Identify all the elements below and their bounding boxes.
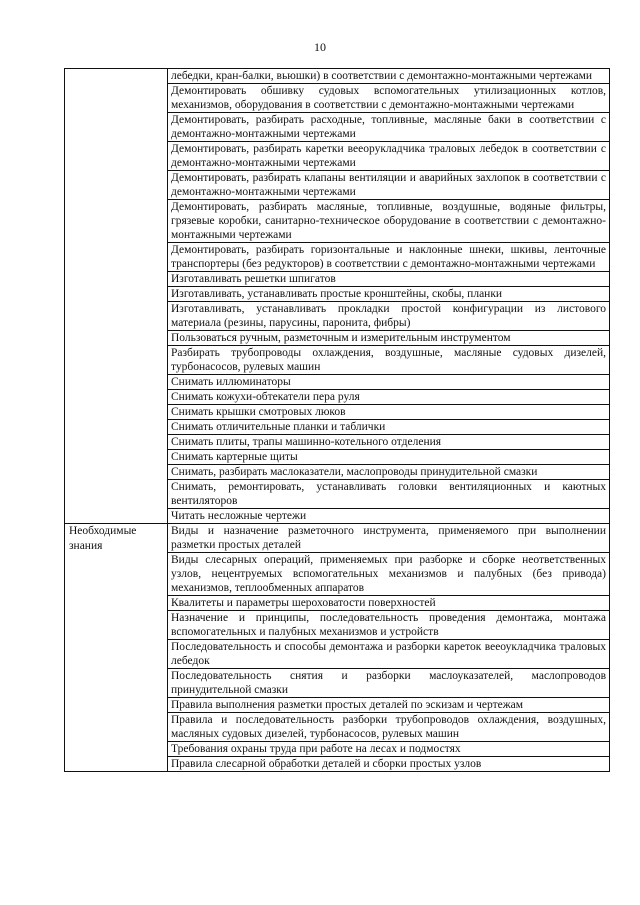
knowledge-item: Последовательность и способы демонтажа и разборки кареток вееоукладчика траловых лебедок xyxy=(168,640,610,669)
page-number: 10 xyxy=(314,40,326,54)
skill-item: Снимать отличительные планки и таблички xyxy=(168,420,610,435)
skill-item: Снимать иллюминаторы xyxy=(168,375,610,390)
skill-item: Демонтировать, разбирать клапаны вентиляции и аварийных захлопок в соответствии с демонтажно-монтажными чертежами xyxy=(168,171,610,200)
skill-item: Демонтировать, разбирать расходные, топливные, масляные баки в соответствии с демонтажно-монтажными чертежами xyxy=(168,113,610,142)
skill-item: Снимать кожухи-обтекатели пера руля xyxy=(168,390,610,405)
table-row xyxy=(65,69,610,84)
skill-item: Снимать плиты, трапы машинно-котельного отделения xyxy=(168,435,610,450)
table-row xyxy=(65,524,610,553)
skill-item: Разбирать трубопроводы охлаждения, воздушные, масляные судовых дизелей, турбонасосов, рулевых машин xyxy=(168,346,610,375)
skill-item: Демонтировать, разбирать каретки вееорукладчика траловых лебедок в соответствии с демонтажно-монтажными чертежами xyxy=(168,142,610,171)
skill-item: Снимать картерные щиты xyxy=(168,450,610,465)
knowledge-label-cell xyxy=(65,524,168,772)
skill-item: Изготавливать, устанавливать простые кронштейны, скобы, планки xyxy=(168,287,610,302)
competency-table xyxy=(64,68,610,772)
skill-item: Читать несложные чертежи xyxy=(168,509,610,524)
skill-item: Снимать, ремонтировать, устанавливать головки вентиляционных и каютных вентиляторов xyxy=(168,480,610,509)
skill-item: Демонтировать обшивку судовых вспомогательных утилизационных котлов, механизмов, оборудования в соответствии с демонтажно-монтажными чертежами xyxy=(168,84,610,113)
skill-item: лебедки, кран-балки, вьюшки) в соответствии с демонтажно-монтажными чертежами xyxy=(168,69,610,84)
knowledge-item: Правила слесарной обработки деталей и сборки простых узлов xyxy=(168,757,610,772)
skill-item: Снимать крышки смотровых люков xyxy=(168,405,610,420)
skill-item: Пользоваться ручным, разметочным и измерительным инструментом xyxy=(168,331,610,346)
skill-item: Снимать, разбирать маслоказатели, маслопроводы принудительной смазки xyxy=(168,465,610,480)
skill-item: Изготавливать, устанавливать прокладки простой конфигурации из листового материала (резины, парусины, паронита, фибры) xyxy=(168,302,610,331)
knowledge-item: Правила выполнения разметки простых деталей по эскизам и чертежам xyxy=(168,698,610,713)
knowledge-item: Виды и назначение разметочного инструмента, применяемого при выполнении разметки простых деталей xyxy=(168,524,610,553)
knowledge-item: Последовательность снятия и разборки маслоуказателей, маслопроводов принудительной смазки xyxy=(168,669,610,698)
knowledge-item: Виды слесарных операций, применяемых при разборке и сборке неответственных узлов, нецентруемых вспомогательных механизмов и палубных (без привода) механизмов, теплообменных аппаратов xyxy=(168,553,610,596)
skill-item: Изготавливать решетки шпигатов xyxy=(168,272,610,287)
knowledge-item: Правила и последовательность разборки трубопроводов охлаждения, воздушных, масляных судовых дизелей, турбонасосов, рулевых машин xyxy=(168,713,610,742)
skill-item: Демонтировать, разбирать масляные, топливные, воздушные, водяные фильтры, грязевые коробки, санитарно-техническое оборудование в соответствии с демонтажно-монтажными чертежами xyxy=(168,200,610,243)
knowledge-item: Назначение и принципы, последовательность проведения демонтажа, монтажа вспомогательных и палубных механизмов и устройств xyxy=(168,611,610,640)
skill-item: Демонтировать, разбирать горизонтальные и наклонные шнеки, шкивы, ленточные транспортеры (без редукторов) в соответствии с демонтажно-монтажными чертежами xyxy=(168,243,610,272)
table-body xyxy=(65,69,610,772)
knowledge-item: Квалитеты и параметры шероховатости поверхностей xyxy=(168,596,610,611)
knowledge-label: Необходимые знания xyxy=(69,525,137,552)
knowledge-item: Требования охраны труда при работе на лесах и подмостях xyxy=(168,742,610,757)
skills-label-cell xyxy=(65,69,168,524)
